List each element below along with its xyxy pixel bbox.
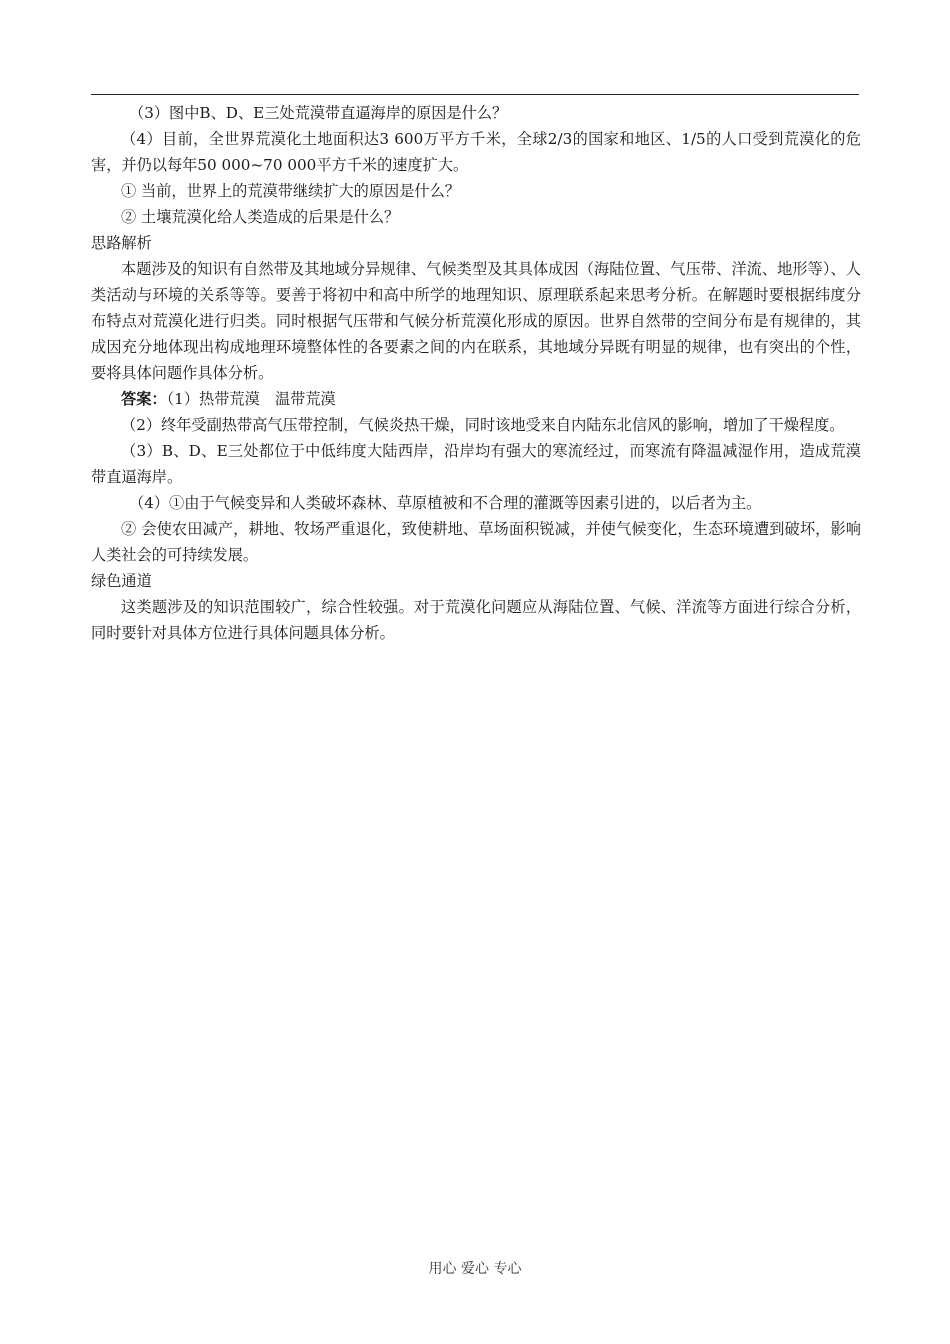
analysis-heading: 思路解析 (91, 234, 152, 252)
answer-2: （2）终年受副热带高气压带控制，气候炎热干燥，同时该地受来自内陆东北信风的影响，增加了干燥程度。 (121, 416, 845, 434)
green-channel-body: 这类题涉及的知识范围较广，综合性较强。对于荒漠化问题应从海陆位置、气候、洋流等方面进行综合分析，同时要针对具体方位进行具体问题具体分析。 (91, 598, 861, 642)
question-4-part-1: ① 当前，世界上的荒漠带继续扩大的原因是什么？ (121, 182, 460, 200)
answer-1: （1）热带荒漠 温带荒漠 (166, 390, 336, 408)
answer-line-1 (91, 386, 861, 412)
green-channel-heading: 绿色通道 (91, 572, 152, 590)
page-footer: 用心 爱心 专心 (428, 1261, 522, 1277)
answer-4-part-2: ② 会使农田减产，耕地、牧场严重退化，致使耕地、草场面积锐减，并使气候变化，生态环境遭到破坏，影响人类社会的可持续发展。 (91, 520, 861, 564)
question-4-part-2: ② 土壤荒漠化给人类造成的后果是什么？ (121, 208, 400, 226)
answer-4-part-1: （4）①由于气候变异和人类破坏森林、草原植被和不合理的灌溉等因素引进的，以后者为主。 (129, 494, 762, 512)
analysis-body: 本题涉及的知识有自然带及其地域分异规律、气候类型及其具体成因（海陆位置、气压带、洋流、地形等）、人类活动与环境的关系等等。要善于将初中和高中所学的地理知识、原理联系起来思考分析。在解题时要根据纬度分布特点对荒漠化进行归类。同时根据气压带和气候分析荒漠化形成的原因。世界自然带的空间分布是有规律的，其成因充分地体现出构成地理环境整体性的各要素之间的内在联系，其地域分异既有明显的规律，也有突出的个性，要将具体问题作具体分析。 (91, 260, 861, 382)
answer-3: （3）B、D、E三处都位于中低纬度大陆西岸，沿岸均有强大的寒流经过，而寒流有降温减湿作用，造成荒漠带直逼海岸。 (91, 442, 861, 486)
answer-label: 答案： (121, 390, 167, 408)
question-3: （3）图中B、D、E三处荒漠带直逼海岸的原因是什么？ (129, 104, 508, 122)
document-body (91, 100, 861, 646)
header-divider (91, 94, 859, 95)
question-4: （4）目前，全世界荒漠化土地面积达3 600万平方千米，全球2/3的国家和地区、1/5的人口受到荒漠化的危害，并仍以每年50 000~70 000平方千米的速度扩大。 (91, 130, 861, 174)
